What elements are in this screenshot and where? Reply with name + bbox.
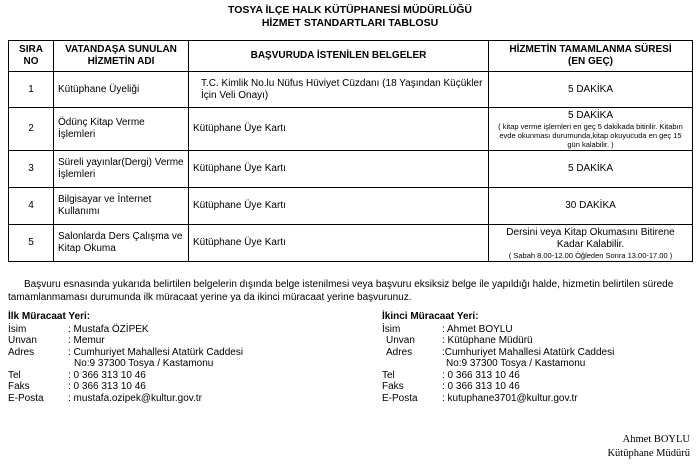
field-label: Faks [382,381,404,392]
field-value: : 0 366 313 10 46 [442,369,520,381]
first-contact-name-row [8,324,338,336]
field-value: : Ahmet BOYLU [442,323,513,335]
field-label: Adres [386,346,413,358]
first-contact-email-row [8,393,338,405]
required-documents: Kütüphane Üye Kartı [189,108,489,151]
application-note: Başvuru esnasında yukarıda belirtilen belgelerin dışında belge istenilmesi veya başvuru eksiksiz belge ile yapıldığı halde, hizmetin belirtilen sürede tamamlanmaması durumunda ilk müracaat yerine ya da ikinci müracaat yerine başvurunuz. [8,279,674,303]
field-value: : 0 366 313 10 46 [68,369,146,381]
field-label: Adres [8,346,35,358]
row-number: 2 [9,108,54,151]
column-header-sira-no: SIRA NO [9,41,54,72]
required-documents: Kütüphane Üye Kartı [189,225,489,262]
table-row [9,108,693,151]
first-contact-heading: İlk Müracaat Yeri: [8,311,91,322]
second-contact-heading: İkinci Müracaat Yeri: [382,311,479,322]
table-row [9,188,693,225]
service-name: Ödünç Kitap Verme İşlemleri [54,108,189,151]
completion-time-note: ( Sabah 8.00-12.00 Öğleden Sonra 13.00-17.00 ) [508,250,673,260]
signature-block [607,433,690,461]
row-number: 4 [9,188,54,225]
field-value: : 0 366 313 10 46 [68,381,146,392]
field-value: : Memur [68,335,105,346]
field-value: : kutuphane3701@kultur.gov.tr [442,392,578,404]
first-contact-block [8,311,338,404]
document-subtitle: HİZMET STANDARTLARI TABLOSU [261,17,439,29]
service-name: Salonlarda Ders Çalışma ve Kitap Okuma [54,225,189,262]
table-row [9,151,693,188]
table-row [9,72,693,108]
completion-time: Dersini veya Kitap Okumasını Bitirene Kadar Kalabilir. [506,226,675,250]
completion-time-cell [489,225,693,262]
field-value: : mustafa.ozipek@kultur.gov.tr [68,392,202,404]
service-standards-table [8,40,693,262]
column-header-time: HİZMETİN TAMAMLANMA SÜRESİ (EN GEÇ) [489,41,693,72]
second-contact-email-row [382,393,692,405]
field-value: : Kütüphane Müdürü [442,335,533,346]
second-contact-title-row [382,335,692,347]
row-number: 3 [9,151,54,188]
field-label: E-Posta [8,392,44,404]
second-contact-fax-row [382,381,692,393]
field-value: : Mustafa ÖZİPEK [68,323,149,335]
completion-time: 30 DAKİKA [489,188,693,225]
field-label: Unvan [386,335,415,346]
field-label: İsim [382,323,401,335]
completion-time: 5 DAKİKA [489,72,693,108]
service-name: Bilgisayar ve İnternet Kullanımı [54,188,189,225]
second-contact-address-cont [382,358,692,370]
field-value: :Cumhuriyet Mahallesi Atatürk Caddesi [442,346,615,358]
first-contact-address-row [8,347,338,359]
column-header-service: VATANDAŞA SUNULAN HİZMETİN ADI [54,41,189,72]
service-name: Süreli yayınlar(Dergi) Verme İşlemleri [54,151,189,188]
second-contact-address-row [382,347,692,359]
completion-time-cell [489,108,693,151]
row-number: 1 [9,72,54,108]
field-label: Unvan [8,335,37,346]
completion-time: 5 DAKİKA [489,151,693,188]
required-documents: T.C. Kimlik No.lu Nüfus Hüviyet Cüzdanı (18 Yaşından Küçükler İçin Veli Onayı) [189,72,489,108]
second-contact-name-row [382,324,692,336]
field-label: İsim [8,323,27,335]
field-value: No:9 37300 Tosya / Kastamonu [446,358,586,369]
required-documents: Kütüphane Üye Kartı [189,188,489,225]
service-name: Kütüphane Üyeliği [54,72,189,108]
completion-time: 5 DAKİKA [567,109,614,121]
field-label: Tel [8,369,21,381]
field-value: : Cumhuriyet Mahallesi Atatürk Caddesi [68,346,244,358]
table-row [9,225,693,262]
signer-name: Ahmet BOYLU [622,434,690,445]
field-value: : 0 366 313 10 46 [442,381,520,392]
first-contact-phone-row [8,370,338,382]
required-documents: Kütüphane Üye Kartı [189,151,489,188]
field-label: E-Posta [382,392,418,404]
first-contact-address-cont [8,358,338,370]
first-contact-fax-row [8,381,338,393]
field-value: No:9 37300 Tosya / Kastamonu [74,358,214,369]
field-label: Tel [382,369,395,381]
field-label: Faks [8,381,30,392]
column-header-documents: BAŞVURUDA İSTENİLEN BELGELER [189,41,489,72]
second-contact-block [382,311,692,404]
table-header-row [9,41,693,72]
first-contact-title-row [8,335,338,347]
signer-title: Kütüphane Müdürü [607,448,690,459]
completion-time-note: ( kitap verme işlemleri en geç 5 dakikada bitirilir. Kitabın evde okunması durumunda,kitap okuyucuda en geç 15 gün kalabilir. ) [498,121,683,149]
document-title: TOSYA İLÇE HALK KÜTÜPHANESİ MÜDÜRLÜĞÜ [227,4,473,16]
row-number: 5 [9,225,54,262]
second-contact-phone-row [382,370,692,382]
